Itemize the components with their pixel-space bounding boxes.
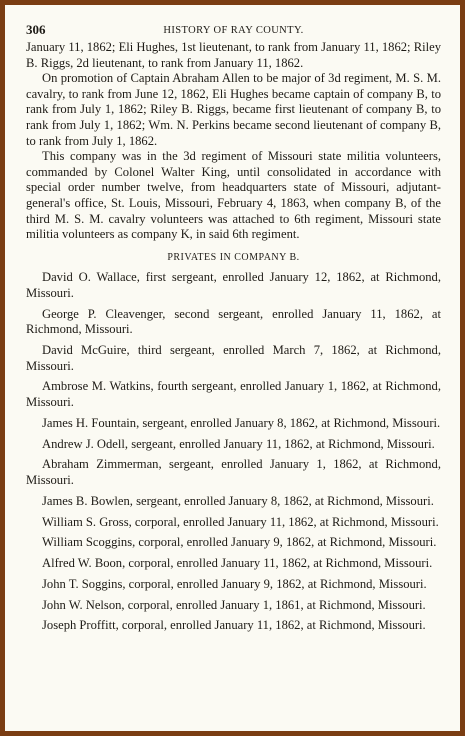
paragraph: On promotion of Captain Abraham Allen to be major of 3d regiment, M. S. M. cavalry, to rank from June 12, 1862, Eli Hughes became captain of company B, to rank from July 1, 1862; Riley B. Riggs, became first lieutenant of company B, to rank from July 1, 1862; Wm. N. Perkins became second lieutenant of company B, to rank from July 1, 1862. <box>26 71 441 148</box>
section-heading: PRIVATES IN COMPANY B. <box>167 251 300 263</box>
roster-entry: James B. Bowlen, sergeant, enrolled January 8, 1862, at Richmond, Missouri. <box>42 493 434 508</box>
roster-entry: John W. Nelson, corporal, enrolled January 1, 1861, at Richmond, Missouri. <box>42 597 426 612</box>
book-page <box>10 10 455 726</box>
page-number: 306 <box>26 22 46 37</box>
roster-entry: William S. Gross, corporal, enrolled January 11, 1862, at Richmond, Missouri. <box>42 514 439 529</box>
body-text <box>26 40 441 243</box>
roster-entry: William Scoggins, corporal, enrolled January 9, 1862, at Richmond, Missouri. <box>42 535 437 550</box>
roster-entry: Joseph Proffitt, corporal, enrolled January 11, 1862, at Richmond, Missouri. <box>42 618 426 633</box>
roster-entry: David McGuire, third sergeant, enrolled March 7, 1862, at Richmond, Missouri. <box>26 343 441 373</box>
paragraph: This company was in the 3d regiment of Missouri state militia volunteers, commanded by Colonel Walter King, until consolidated in accordance with special order number twelve, from headquarters state of Missouri, adjutant-general's office, St. Louis, Missouri, February 4, 1863, when company B, of the third M. S. M. cavalry volunteers was attached to 6th regiment, Missouri state militia volunteers as company K, in said 6th regiment. <box>26 149 441 242</box>
roster-entry: George P. Cleavenger, second sergeant, enrolled January 11, 1862, at Richmond, Missouri. <box>26 306 441 337</box>
roster-entry: Alfred W. Boon, corporal, enrolled January 11, 1862, at Richmond, Missouri. <box>42 556 433 571</box>
roster-entry: Andrew J. Odell, sergeant, enrolled January 11, 1862, at Richmond, Missouri. <box>42 436 435 451</box>
running-title: HISTORY OF RAY COUNTY. <box>163 25 304 36</box>
page-header <box>26 22 441 40</box>
roster-entry: Abraham Zimmerman, sergeant, enrolled January 1, 1862, at Richmond, Missouri. <box>26 457 441 487</box>
roster-entry: John T. Soggins, corporal, enrolled January 9, 1862, at Richmond, Missouri. <box>42 576 427 591</box>
roster-list <box>26 270 441 634</box>
roster-entry: James H. Fountain, sergeant, enrolled January 8, 1862, at Richmond, Missouri. <box>42 415 441 430</box>
roster-entry: David O. Wallace, first sergeant, enrolled January 12, 1862, at Richmond, Missouri. <box>26 270 441 300</box>
roster-entry: Ambrose M. Watkins, fourth sergeant, enrolled January 1, 1862, at Richmond, Missouri. <box>26 379 441 410</box>
paragraph: January 11, 1862; Eli Hughes, 1st lieutenant, to rank from January 11, 1862; Riley B. Riggs, 2d lieutenant, to rank from January 11, 1862. <box>26 40 441 70</box>
